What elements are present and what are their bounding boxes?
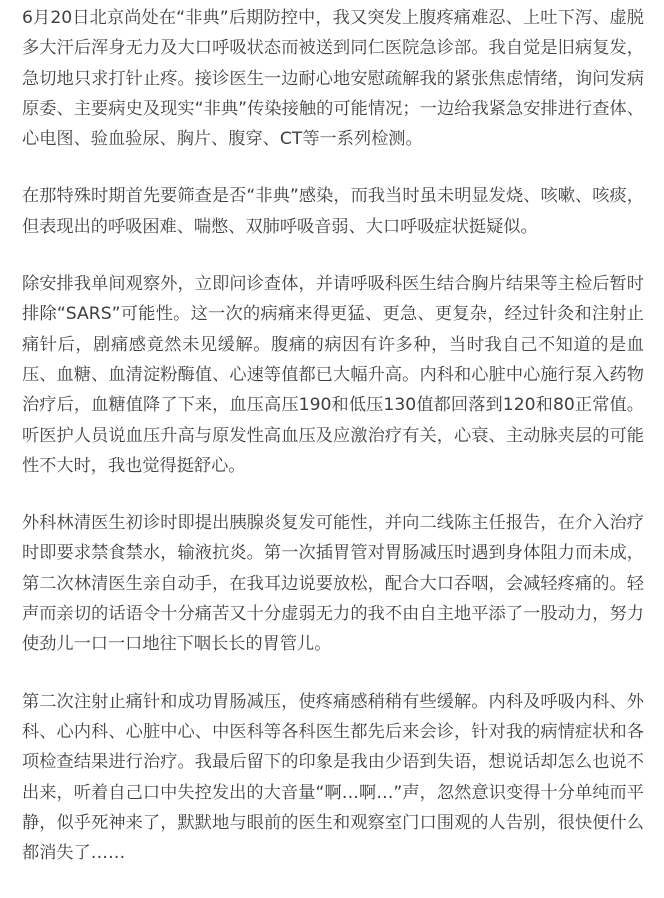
paragraph-5: 第二次注射止痛针和成功胃肠减压，使疼痛感稍稍有些缓解。内科及呼吸内科、外科、心内科、心脏中心、中医科等各科医生都先后来会诊，针对我的病情症状和各项检查结果进行治疗。我最后留下的印象是我由少语到失语，想说话却怎么也说不出来，听着自己口中失控发出的大音量“啊…啊…”声，忽然意识变得十分单纯而平静，似乎死神来了，默默地与眼前的医生和观察室门口围观的人告别，很快便什么都消失了…… <box>22 691 644 864</box>
paragraph-1: 6月20日北京尚处在“非典”后期防控中，我又突发上腹疼痛难忍、上吐下泻、虚脱多大汗后浑身无力及大口呼吸状态而被送到同仁医院急诊部。我自觉是旧病复发，急切地只求打针止疼。接诊医生一边耐心地安慰疏解我的紧张焦虑情绪，询问发病原委、主要病史及现实“非典”传染接触的可能情况；一边给我紧急安排进行查体、心电图、验血验尿、胸片、腹穿、CT等一系列检测。 <box>22 8 644 150</box>
paragraph-4: 外科林清医生初诊时即提出胰腺炎复发可能性，并向二线陈主任报告，在介入治疗时即要求禁食禁水，输液抗炎。第一次插胃管对胃肠减压时遇到身体阻力而未成，第二次林清医生亲自动手，在我耳边说要放松，配合大口吞咽，会减轻疼痛的。轻声而亲切的话语令十分痛苦又十分虚弱无力的我不由自主地平添了一股动力，努力使劲儿一口一口地往下咽长长的胃管儿。 <box>22 513 644 655</box>
paragraph-3: 除安排我单间观察外，立即问诊查体，并请呼吸科医生结合胸片结果等主检后暂时排除“SARS”可能性。这一次的病痛来得更猛、更急、更复杂，经过针灸和注射止痛针后，剧痛感竟然未见缓解。腹痛的病因有许多种，当时我自己不知道的是血压、血糖、血清淀粉酶值、心速等值都已大幅升高。内科和心脏中心施行泵入药物治疗后，血糖值降了下来，血压高压190和低压130值都回落到120和80正常值。听医护人员说血压升高与原发性高血压及应激治疗有关，心衰、主动脉夹层的可能性不大时，我也觉得挺舒心。 <box>22 274 644 476</box>
paragraph-2: 在那特殊时期首先要筛查是否“非典”感染，而我当时虽未明显发烧、咳嗽、咳痰，但表现出的呼吸困难、喘憋、双肺呼吸音弱、大口呼吸症状挺疑似。 <box>22 186 644 237</box>
